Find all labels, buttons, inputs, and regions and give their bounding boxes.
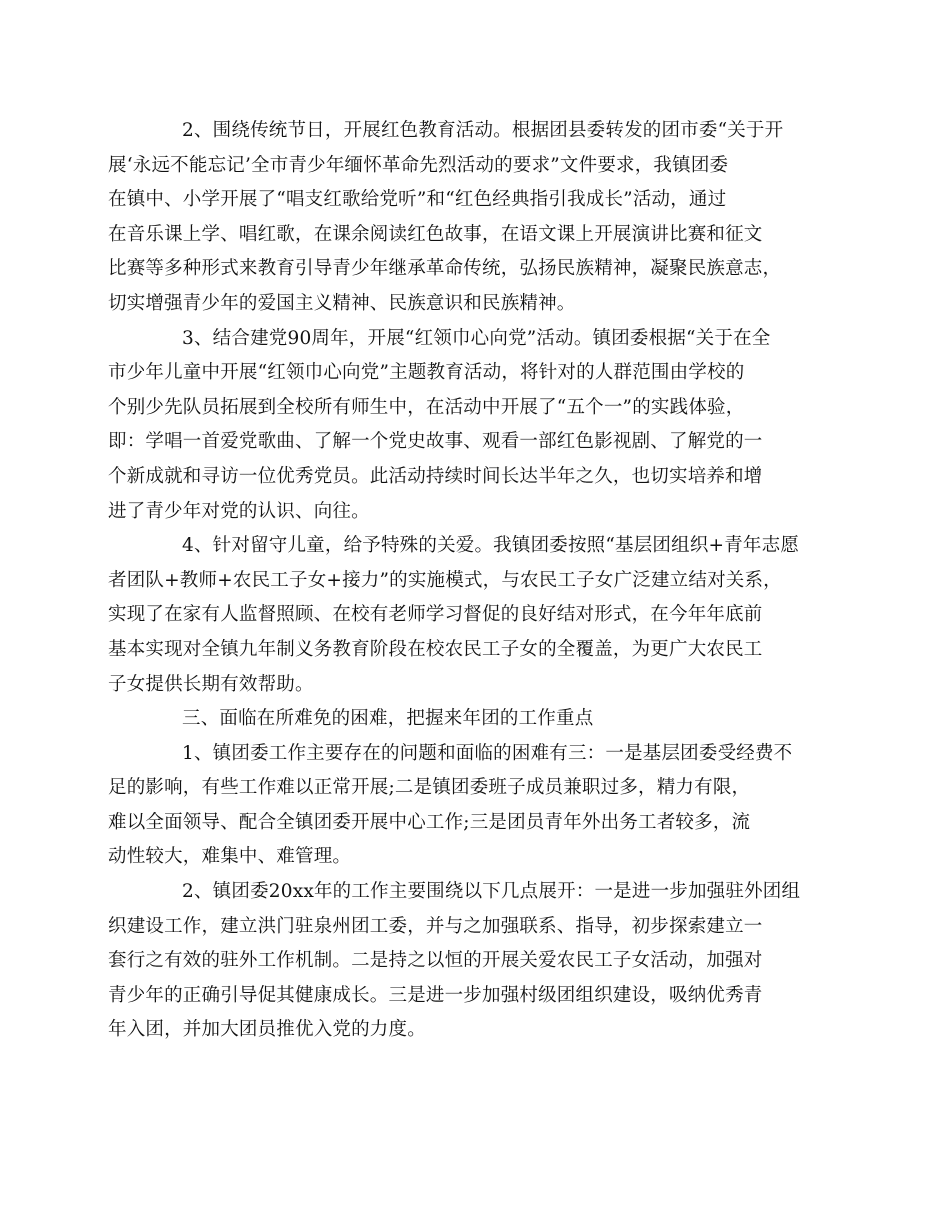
text-line: 基本实现对全镇九年制义务教育阶段在校农民工子女的全覆盖，为更广大农民工 — [108, 638, 763, 660]
text-line: 在音乐课上学、唱红歌，在课余阅读红色故事，在语文课上开展演讲比赛和征文 — [108, 223, 763, 245]
paragraph-left-behind-children — [108, 529, 805, 702]
text-line: 实现了在家有人监督照顾、在校有老师学习督促的良好结对形式，在今年年底前 — [108, 604, 763, 626]
text-line: 2、围绕传统节日，开展红色教育活动。根据团县委转发的团市委“关于开 — [182, 120, 784, 141]
text-line: 年入团，并加大团员推优入党的力度。 — [108, 1019, 426, 1041]
text-line: 展‘永远不能忘记’全市青少年缅怀革命先烈活动的要求”文件要求，我镇团委 — [108, 154, 729, 176]
text-line: 个别少先队员拓展到全校所有师生中，在活动中开展了“五个一”的实践体验， — [108, 396, 745, 418]
text-line: 2、镇团委20xx年的工作主要围绕以下几点展开：一是进一步加强驻外团组 — [182, 881, 801, 903]
text-line: 套行之有效的驻外工作机制。二是持之以恒的开展关爱农民工子女活动，加强对 — [108, 950, 763, 972]
text-line: 4、针对留守儿童，给予特殊的关爱。我镇团委按照“基层团组织+青年志愿 — [182, 535, 800, 557]
text-line: 即：学唱一首爱党歌曲、了解一个党史故事、观看一部红色影视剧、了解党的一 — [108, 431, 763, 453]
text-line: 个新成就和寻访一位优秀党员。此活动持续时间长达半年之久，也切实培养和增 — [108, 465, 763, 487]
text-line: 织建设工作，建立洪门驻泉州团工委，并与之加强联系、指导，初步探索建立一 — [108, 915, 763, 937]
text-line: 比赛等多种形式来教育引导青少年继承革命传统，弘扬民族精神，凝聚民族意志， — [108, 258, 782, 280]
text-line: 3、结合建党90周年，开展“红领巾心向党”活动。镇团委根据“关于在全 — [182, 327, 771, 349]
text-line: 难以全面领导、配合全镇团委开展中心工作;三是团员青年外出务工者较多，流 — [108, 811, 751, 833]
paragraph-party-anniversary — [108, 322, 805, 530]
text-line: 青少年的正确引导促其健康成长。三是进一步加强村级团组织建设，吸纳优秀青 — [108, 984, 763, 1006]
text-line: 者团队+教师+农民工子女+接力”的实施模式，与农民工子女广泛建立结对关系， — [108, 569, 782, 591]
heading-text: 三、面临在所难免的困难，把握来年团的工作重点 — [182, 708, 594, 730]
paragraph-work-focus — [108, 875, 805, 1048]
text-line: 1、镇团委工作主要存在的问题和面临的困难有三：一是基层团委受经费不 — [182, 742, 793, 764]
text-line: 进了青少年对党的认识、向往。 — [108, 500, 370, 522]
paragraph-difficulties — [108, 737, 805, 875]
text-line: 动性较大，难集中、难管理。 — [108, 846, 352, 868]
text-line: 足的影响，有些工作难以正常开展;二是镇团委班子成员兼职过多，精力有限， — [108, 777, 751, 799]
text-line: 市少年儿童中开展“红领巾心向党”主题教育活动，将针对的人群范围由学校的 — [108, 362, 745, 384]
text-line: 在镇中、小学开展了“唱支红歌给党听”和“红色经典指引我成长”活动，通过 — [108, 189, 727, 211]
text-line: 子女提供长期有效帮助。 — [108, 673, 314, 695]
paragraph-festival-activities — [108, 114, 805, 322]
section-heading — [145, 702, 805, 737]
document-body — [108, 114, 805, 1048]
text-line: 切实增强青少年的爱国主义精神、民族意识和民族精神。 — [108, 292, 576, 314]
